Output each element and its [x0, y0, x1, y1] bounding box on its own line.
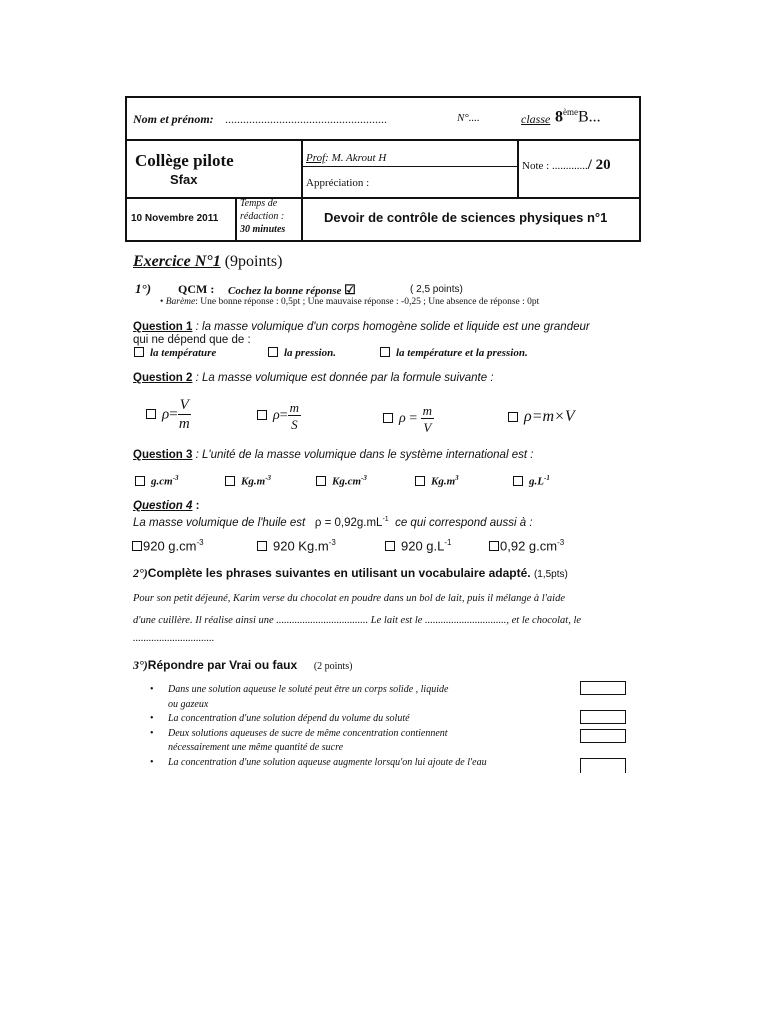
- question-2: Question 2 : La masse volumique est donnée par la formule suivante :: [133, 372, 494, 384]
- q3-option-3[interactable]: $Kg.cm^{-3}$: [316, 474, 367, 488]
- class-label: classe: [521, 112, 551, 126]
- question-1: Question 1 : la masse volumique d'un corps homogène solide et liquide est une grandeur qui ne dépend que de :: [133, 321, 590, 346]
- q1-option-1[interactable]: la température: [134, 347, 216, 359]
- answer-box-2[interactable]: [580, 710, 626, 724]
- appreciation-label: Appréciation :: [306, 177, 370, 189]
- exam-title: Devoir de contrôle de sciences physiques n°1: [324, 210, 608, 225]
- q4-option-1[interactable]: 920 $g.cm^{-3}$: [132, 538, 204, 553]
- checkbox-icon: [257, 541, 267, 551]
- answer-box-4[interactable]: [580, 758, 626, 773]
- checkbox-icon: [415, 476, 425, 486]
- q3-option-2[interactable]: $Kg.m^{-3}$: [225, 474, 271, 488]
- q1-option-3[interactable]: la température et la pression.: [380, 347, 528, 359]
- school-name: Collège pilote: [135, 151, 234, 170]
- checkbox-icon: [134, 347, 144, 357]
- part1-points: ( 2,5 points): [410, 284, 463, 295]
- checkbox-icon: [385, 541, 395, 551]
- bareme: • Barème: Une bonne réponse : 0,5pt ; Une mauvaise réponse : -0,25 ; Une absence de réponse : 0pt: [160, 297, 540, 307]
- name-field[interactable]: ......................................................: [225, 112, 387, 126]
- class-value: 8èmeB...: [555, 107, 601, 126]
- q2-option-2[interactable]: ρ= $\frac{m}{S}$: [257, 401, 301, 431]
- answer-box-1[interactable]: [580, 681, 626, 695]
- duration: Temps de rédaction : 30 minutes: [240, 198, 286, 235]
- checkbox-icon: [316, 476, 326, 486]
- note-field[interactable]: Note : ............./ 20: [522, 157, 611, 173]
- exercise-title: Exercice N°1 (9points): [133, 253, 283, 270]
- exam-date: 10 Novembre 2011: [131, 213, 219, 224]
- qcm-label: QCM :: [178, 282, 215, 296]
- q3-option-4[interactable]: $Kg.m^3$: [415, 474, 459, 488]
- statement-2: • La concentration d'une solution dépend du volume du soluté: [150, 713, 410, 724]
- q3-option-1[interactable]: $g.cm^{-3}$: [135, 474, 179, 488]
- q4-option-4[interactable]: 0,92 $g.cm^{-3}$: [489, 538, 564, 553]
- part2-paragraph: Pour son petit déjeuné, Karim verse du chocolat en poudre dans un bol de lait, puis il mélange à l'aide d'une cuillère. Il réalise ainsi une ................................... Le lait est le ..............................., et le chocolat, le ...............................: [133, 593, 582, 644]
- statement-1: • Dans une solution aqueuse le soluté peut être un corps solide , liquide: [150, 684, 449, 695]
- q4-option-2[interactable]: 920 $Kg.m^{-3}$: [257, 538, 336, 553]
- question-4: Question 4 : La masse volumique de l'huile est $\rho = 0,92g.mL^{-1}$ ce qui correspond aussi à :: [133, 500, 533, 529]
- part2-title: 2°)Complète les phrases suivantes en utilisant un vocabulaire adapté. (1,5pts): [133, 566, 568, 580]
- checkbox-icon: [257, 410, 267, 420]
- checkbox-icon: [146, 409, 156, 419]
- checkbox-icon: [513, 476, 523, 486]
- number-field[interactable]: N°....: [457, 112, 480, 124]
- q2-option-4[interactable]: ρ=m×V: [508, 408, 575, 426]
- part1-number: 1°): [135, 281, 152, 296]
- q2-option-1[interactable]: ρ= $\frac{V}{m}$: [146, 398, 191, 432]
- part3-title: 3°)Répondre par Vrai ou faux (2 points): [133, 658, 353, 672]
- answer-box-3[interactable]: [580, 729, 626, 743]
- checkbox-icon: [508, 412, 518, 422]
- school-city: Sfax: [170, 172, 198, 187]
- q4-option-3[interactable]: 920 $g.L^{-1}$: [385, 538, 452, 553]
- name-label: Nom et prénom:: [133, 112, 214, 126]
- checkbox-icon: [383, 413, 393, 423]
- checkbox-icon: [135, 476, 145, 486]
- checked-box-icon: ☑: [344, 282, 356, 297]
- true-false-list: • Dans une solution aqueuse le soluté peut être un corps solide , liquide ou gazeux • La concentration d'une solution dépend du volume du soluté • Deux solutions aqueuses de sucre de même concentration contiennent nécessairement une même quantité de sucre • La concentration d'une solution aqueuse augmente lorsqu'on lui ajoute de l'eau: [150, 683, 487, 770]
- checkbox-icon: [132, 541, 142, 551]
- q1-option-2[interactable]: la pression.: [268, 347, 336, 359]
- q2-option-3[interactable]: ρ = $\frac{m}{V}$: [383, 404, 434, 434]
- statement-3: • Deux solutions aqueuses de sucre de même concentration contiennent: [150, 727, 448, 739]
- statement-4: • La concentration d'une solution aqueuse augmente lorsqu'on lui ajoute de l'eau: [150, 756, 487, 768]
- checkbox-icon: [268, 347, 278, 357]
- checkbox-icon: [225, 476, 235, 486]
- question-3: Question 3 : L'unité de la masse volumique dans le système international est :: [133, 449, 534, 461]
- checkbox-icon: [380, 347, 390, 357]
- qcm-instruction: Cochez la bonne réponse ☑: [228, 282, 356, 297]
- q3-option-5[interactable]: $g.L^{-1}$: [513, 474, 550, 488]
- checkbox-icon: [489, 541, 499, 551]
- prof-field: Prof: M. Akrout H: [306, 152, 387, 164]
